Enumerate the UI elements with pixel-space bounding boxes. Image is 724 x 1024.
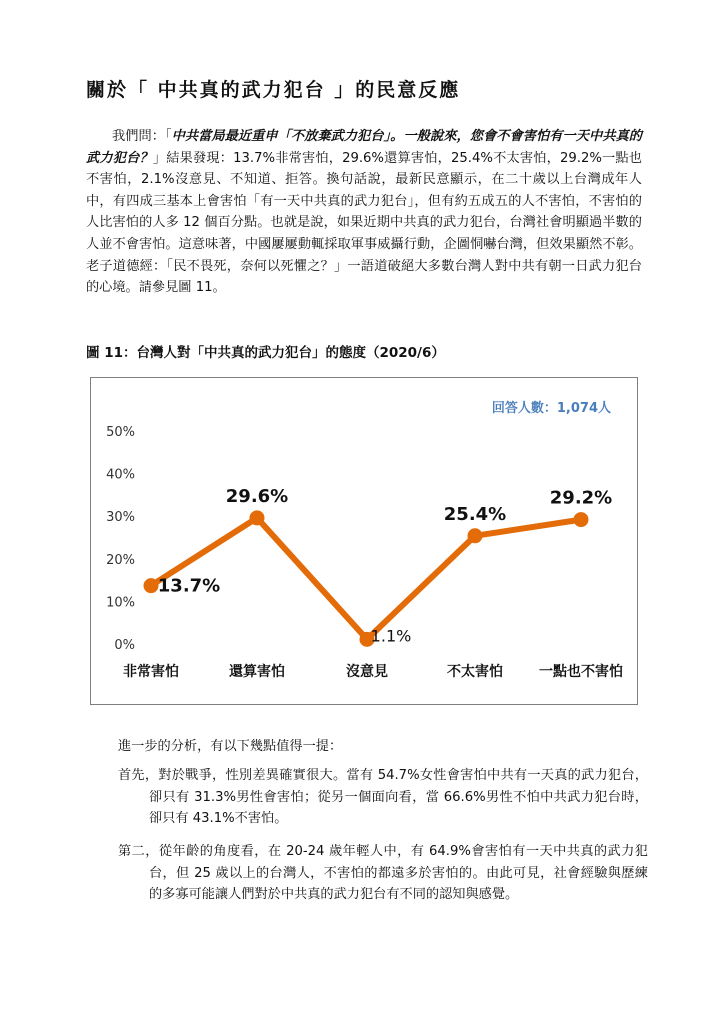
data-point [574, 512, 589, 527]
data-label: 29.2% [549, 487, 613, 509]
data-point [250, 510, 265, 525]
y-tick-label: 30% [106, 510, 135, 526]
data-label: 13.7% [157, 575, 221, 597]
data-label: 25.4% [443, 503, 507, 525]
x-category-label: 還算害怕 [229, 664, 285, 680]
x-category-label: 一點也不害怕 [539, 664, 623, 680]
y-tick-label: 20% [106, 552, 135, 568]
section-heading: 關於「 中共真的武力犯台 」的民意反應 [86, 79, 461, 101]
y-tick-label: 10% [106, 595, 135, 611]
analysis-item-age: 第二，從年齡的角度看，在 20-24 歲年輕人中，有 64.9%會害怕有一天中共真的武力犯台，但 25 歲以上的台灣人，不害怕的都遠多於害怕的。由此可見，社會經驗與歷練的多寡可能讓人們對於中共真的武力犯台有不同的認知與感覺。 [118, 844, 648, 903]
analysis-item-gender: 首先，對於戰爭，性別差異確實很大。當有 54.7%女性會害怕中共有一天真的武力犯台，卻只有 31.3%男性會害怕；從另一個面向看，當 66.6%男性不怕中共武力犯台時，卻只有 43.1%不害怕。 [118, 768, 648, 827]
x-category-label: 沒意見 [346, 664, 388, 680]
data-label: 1.1% [370, 626, 412, 646]
survey-question: 中共當局最近重申「不放棄武力犯台」。一般說來，您會不會害怕有一天中共真的武力犯台？ [86, 129, 642, 166]
data-label: 29.6% [225, 485, 289, 507]
y-tick-label: 50% [106, 425, 135, 440]
intro-paragraph [86, 126, 642, 299]
question-lead: 我們問：「 [112, 129, 172, 144]
x-category-label: 非常害怕 [123, 664, 179, 680]
data-point [144, 578, 159, 593]
y-tick-label: 0% [114, 638, 135, 653]
data-point [468, 528, 483, 543]
line-chart [90, 377, 638, 705]
results-text: 」結果發現：13.7%非常害怕，29.6%還算害怕，25.4%不太害怕，29.2%一點也不害怕，2.1%沒意見、不知道、拒答。換句話說，最新民意顯示，在二十歲以上台灣成年人中，有四成三基本上會害怕「有一天中共真的武力犯台」，但有約五成五的人不害怕，不害怕的人比害怕的人多 12 個百分點。也就是說，如果近期中共真的武力犯台，台灣社會明顯過半數的人並不會害怕。這意味著，中國屢屢動輒採取軍事威攝行動，企圖恫嚇台灣，但效果顯然不彰。老子道德經：「民不畏死，奈何以死懼之？」一語道破絕大多數台灣人對中共有朝一日武力犯台的心境。請參見圖 11。 [86, 150, 642, 296]
analysis-intro: 進一步的分析，有以下幾點值得一提： [118, 739, 343, 754]
x-category-label: 不太害怕 [447, 664, 503, 680]
chart-svg [91, 378, 639, 706]
y-tick-label: 40% [106, 467, 135, 483]
figure-caption: 圖 11：台灣人對「中共真的武力犯台」的態度（2020/6） [86, 345, 445, 361]
respondents-annotation: 回答人數：1,074人 [491, 401, 611, 416]
